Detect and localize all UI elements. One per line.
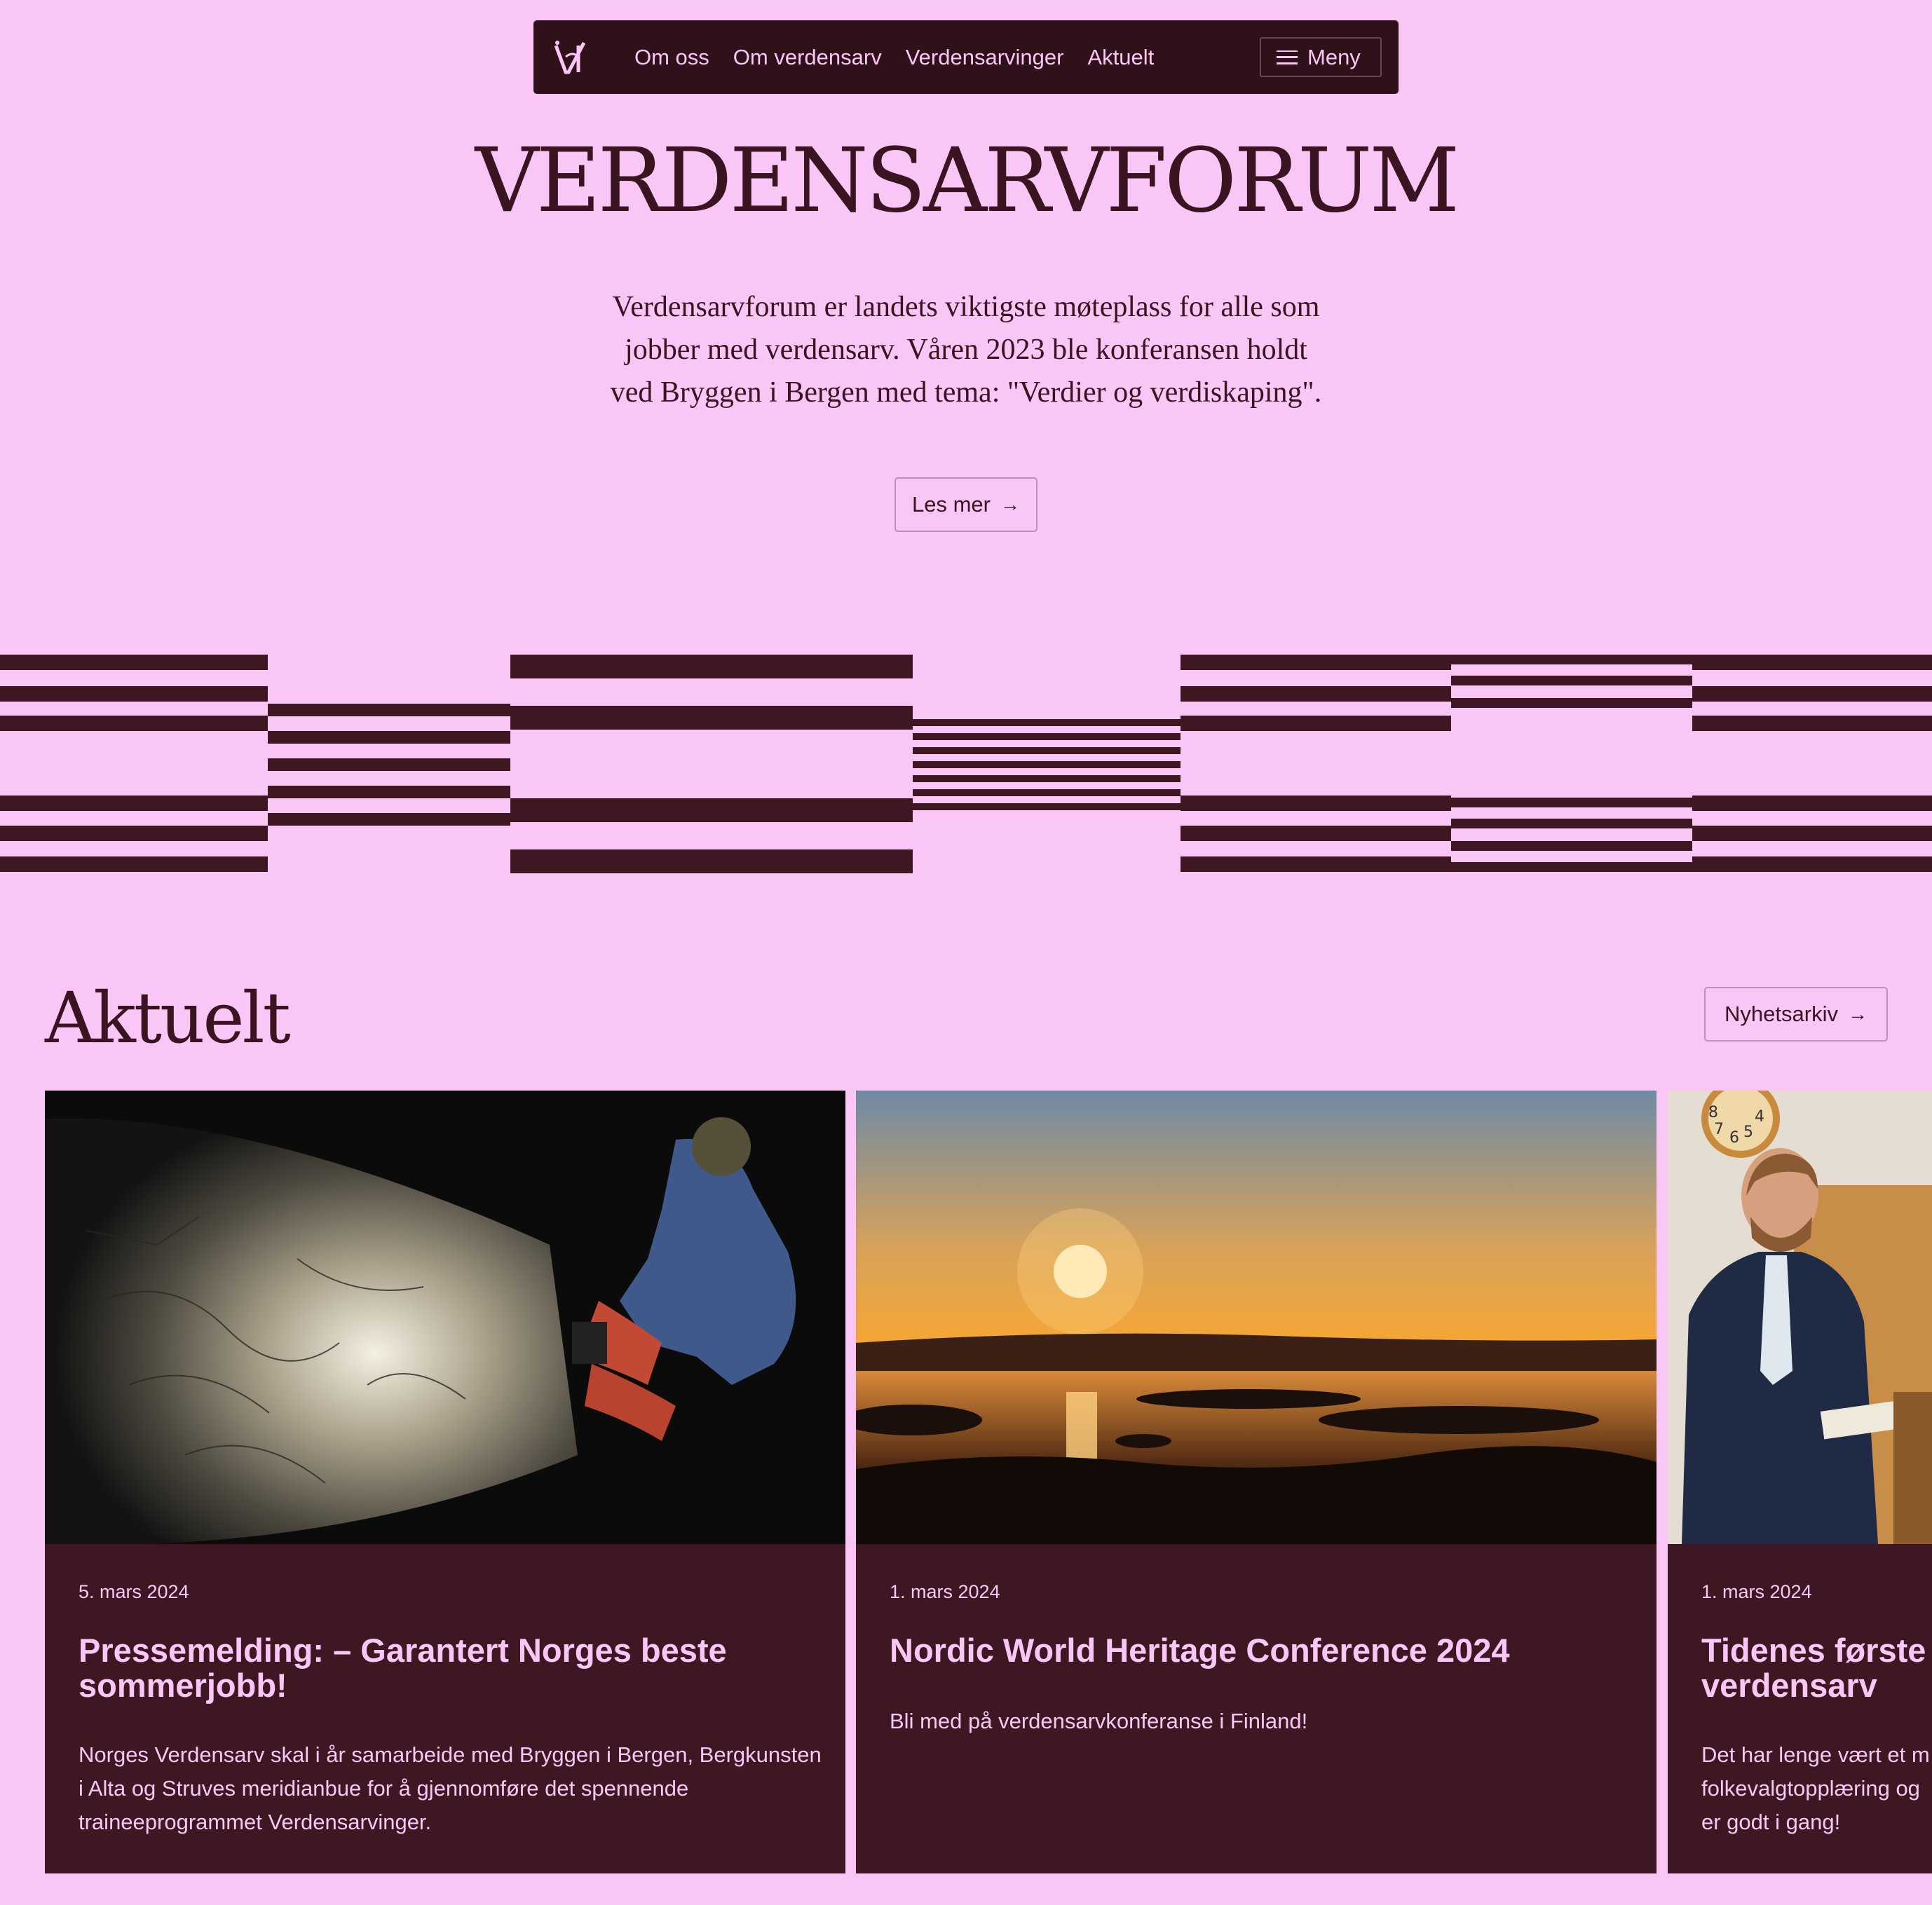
news-description: Norges Verdensarv skal i år samarbeide med Bryggen i Bergen, Bergkunsten i Alta og Struves meridianbue for å gjennomføre det spennende traineeprogrammet Verdensarvinger. [79, 1742, 822, 1834]
news-card[interactable] [1668, 1091, 1932, 1873]
svg-text:6: 6 [1729, 1129, 1739, 1147]
top-navigation [533, 20, 1399, 94]
news-title-line: verdensarv [1701, 1667, 1877, 1704]
hero-intro-line: jobber med verdensarv. Våren 2023 ble konferansen holdt [625, 334, 1307, 366]
les-mer-label: Les mer [912, 492, 991, 517]
decorative-stripe [1692, 796, 1932, 811]
news-image-sunset-lake [856, 1091, 1657, 1544]
decorative-stripe [1451, 819, 1692, 828]
news-date: 5. mars 2024 [79, 1581, 189, 1602]
nav-links [634, 20, 1154, 94]
decorative-stripe [0, 826, 268, 841]
arrow-right-icon: → [1847, 1003, 1868, 1025]
decorative-stripe [913, 747, 1181, 754]
hero-intro-line: ved Bryggen i Bergen med tema: "Verdier og verdiskaping". [610, 376, 1322, 409]
news-description-line: folkevalgtopplæring og [1701, 1776, 1920, 1801]
decorative-stripe [1692, 856, 1932, 872]
decorative-stripe [1692, 686, 1932, 702]
decorative-stripe [1451, 655, 1692, 664]
svg-text:5: 5 [1743, 1124, 1753, 1141]
news-description [1701, 1738, 1932, 1839]
news-description-line: Det har lenge vært et m [1701, 1742, 1930, 1767]
decorative-stripe [1181, 686, 1451, 702]
menu-button-label: Meny [1307, 44, 1361, 69]
verdensarv-logo-icon[interactable] [550, 36, 595, 81]
decorative-stripe [1451, 798, 1692, 807]
news-image-speaker [1668, 1091, 1932, 1544]
decorative-stripe [1181, 856, 1451, 872]
decorative-stripe [510, 655, 913, 678]
news-image-rock-carvings [45, 1091, 845, 1544]
news-card[interactable] [45, 1091, 845, 1873]
decorative-stripe [268, 704, 510, 716]
decorative-stripe [510, 798, 913, 822]
nav-link-aktuelt[interactable]: Aktuelt [1087, 44, 1155, 69]
decorative-stripe [1692, 655, 1932, 670]
decorative-stripe [1181, 826, 1451, 841]
arrow-right-icon: → [1000, 493, 1020, 515]
nav-link-om-verdensarv[interactable]: Om verdensarv [733, 44, 882, 69]
decorative-stripe [268, 813, 510, 826]
decorative-stripe [268, 786, 510, 798]
nav-link-verdensarvinger[interactable]: Verdensarvinger [905, 44, 1064, 69]
decorative-stripe [913, 803, 1181, 810]
decorative-stripe [1181, 716, 1451, 731]
news-title-line: Tidenes første [1701, 1632, 1926, 1669]
decorative-stripe [1451, 698, 1692, 708]
news-title[interactable]: Pressemelding: – Garantert Norges beste sommerjobb! [79, 1632, 727, 1704]
news-card[interactable] [856, 1091, 1657, 1873]
decorative-stripe [1451, 841, 1692, 851]
decorative-stripe [913, 733, 1181, 740]
svg-text:4: 4 [1755, 1108, 1764, 1126]
decorative-stripe [0, 655, 268, 670]
hero-intro-line: Verdensarvforum er landets viktigste møteplass for alle som [612, 291, 1320, 323]
decorative-stripe [1181, 796, 1451, 811]
news-title[interactable]: Nordic World Heritage Conference 2024 [890, 1632, 1510, 1669]
decorative-stripe [268, 731, 510, 744]
decorative-stripe [1692, 716, 1932, 731]
news-title[interactable] [1701, 1633, 1932, 1703]
decorative-stripes [0, 655, 1932, 875]
nyhetsarkiv-button[interactable] [1704, 987, 1888, 1042]
svg-text:8: 8 [1708, 1104, 1718, 1121]
decorative-stripe [913, 775, 1181, 782]
nyhetsarkiv-label: Nyhetsarkiv [1724, 1002, 1838, 1026]
news-description: Bli med på verdensarvkonferanse i Finland! [890, 1709, 1308, 1733]
menu-button[interactable] [1260, 37, 1382, 77]
decorative-stripe [510, 706, 913, 730]
les-mer-button[interactable] [894, 477, 1038, 532]
hamburger-icon [1277, 50, 1298, 64]
decorative-stripe [1181, 655, 1451, 670]
news-date: 1. mars 2024 [1701, 1581, 1812, 1602]
decorative-stripe [1692, 826, 1932, 841]
news-description-line: er godt i gang! [1701, 1810, 1841, 1834]
section-heading-aktuelt: Aktuelt [45, 977, 289, 1059]
decorative-stripe [0, 716, 268, 731]
decorative-stripe [1451, 862, 1692, 872]
decorative-stripe [0, 686, 268, 702]
page-title: VERDENSARVFORUM [475, 129, 1457, 232]
news-date: 1. mars 2024 [890, 1581, 1000, 1602]
nav-link-om-oss[interactable]: Om oss [634, 44, 709, 69]
svg-text:7: 7 [1714, 1121, 1724, 1138]
decorative-stripe [1451, 676, 1692, 685]
decorative-stripe [510, 849, 913, 873]
decorative-stripe [913, 761, 1181, 768]
decorative-stripe [913, 719, 1181, 726]
decorative-stripe [0, 856, 268, 872]
decorative-stripe [0, 796, 268, 811]
hero-intro [566, 286, 1366, 414]
decorative-stripe [268, 758, 510, 771]
decorative-stripe [913, 789, 1181, 796]
